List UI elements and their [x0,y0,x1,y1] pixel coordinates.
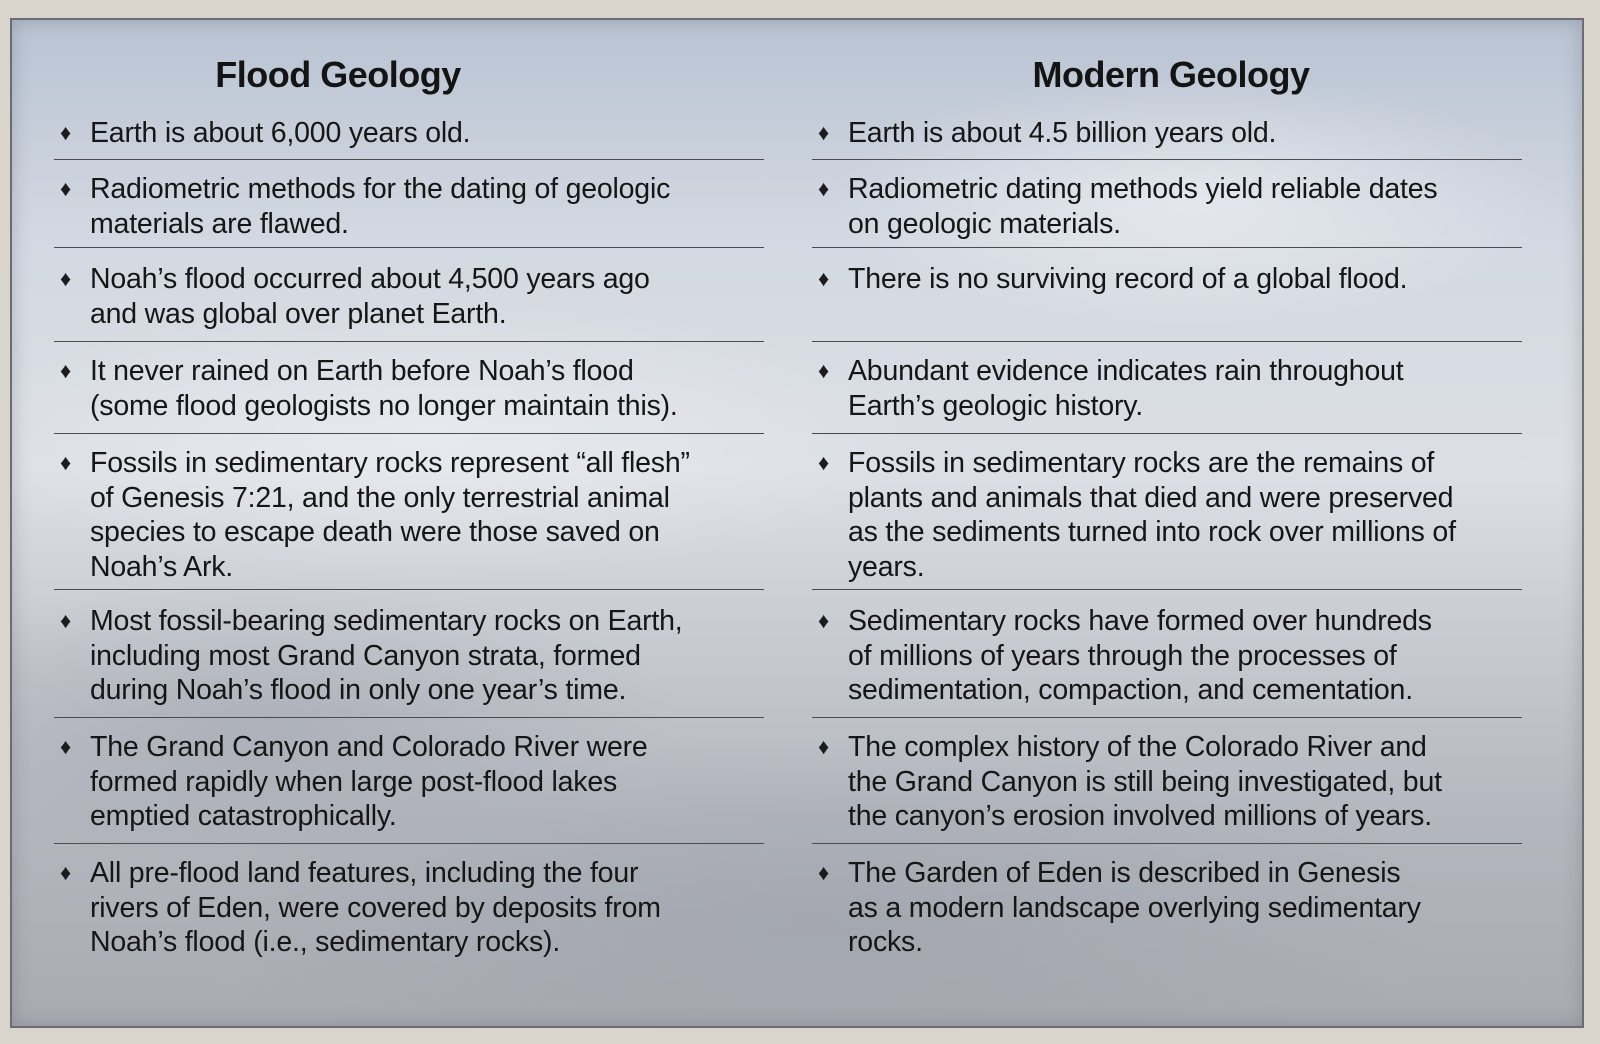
modern-item-text: There is no surviving record of a global flood. [848,263,1408,295]
diamond-bullet-icon: ♦ [818,608,830,633]
diamond-bullet-icon: ♦ [60,358,72,383]
modern-item-text: The Garden of Eden is described in Genesis as a modern landscape overlying sedimentary rocks. [848,857,1421,958]
flood-item-text: The Grand Canyon and Colorado River were formed rapidly when large post-flood lakes emptied catastrophically. [90,731,648,832]
modern-row-6 [812,590,1522,718]
flood-item-text: Most fossil-bearing sedimentary rocks on Earth, including most Grand Canyon strata, formed during Noah’s flood in only one year’s time. [90,605,683,706]
flood-item-text: Earth is about 6,000 years old. [90,117,471,149]
diamond-bullet-icon: ♦ [818,450,830,475]
modern-row-4 [812,342,1522,434]
diamond-bullet-icon: ♦ [818,120,830,145]
diamond-bullet-icon: ♦ [60,266,72,291]
diamond-bullet-icon: ♦ [60,860,72,885]
flood-row-5 [54,434,764,590]
modern-row-7 [812,718,1522,844]
modern-row-1 [812,116,1522,160]
modern-geology-heading: Modern Geology [1032,54,1310,95]
diamond-bullet-icon: ♦ [818,734,830,759]
comparison-panel [10,18,1584,1028]
flood-row-2 [54,160,764,248]
flood-item-text: All pre-flood land features, including the four rivers of Eden, were covered by deposits from Noah’s flood (i.e., sedimentary rocks). [90,857,661,958]
modern-item-text: Fossils in sedimentary rocks are the remains of plants and animals that died and were preserved as the sediments turned into rock over millions of years. [848,447,1456,583]
modern-item-text: Earth is about 4.5 billion years old. [848,117,1277,149]
modern-row-3 [812,248,1522,342]
flood-item-text: Noah’s flood occurred about 4,500 years ago and was global over planet Earth. [90,263,650,330]
flood-row-7 [54,718,764,844]
modern-row-8 [812,844,1522,974]
modern-item-text: The complex history of the Colorado River and the Grand Canyon is still being investigated, but the canyon’s erosion involved millions of years. [848,731,1442,832]
diamond-bullet-icon: ♦ [60,120,72,145]
diamond-bullet-icon: ♦ [60,176,72,201]
diamond-bullet-icon: ♦ [818,358,830,383]
diamond-bullet-icon: ♦ [60,450,72,475]
flood-row-6 [54,590,764,718]
modern-item-text: Radiometric dating methods yield reliable dates on geologic materials. [848,173,1438,240]
flood-row-1 [54,116,764,160]
modern-row-5 [812,434,1522,590]
diamond-bullet-icon: ♦ [818,176,830,201]
flood-row-3 [54,248,764,342]
flood-row-4 [54,342,764,434]
diamond-bullet-icon: ♦ [60,734,72,759]
modern-item-text: Abundant evidence indicates rain throughout Earth’s geologic history. [848,355,1404,422]
modern-row-2 [812,160,1522,248]
diamond-bullet-icon: ♦ [60,608,72,633]
diamond-bullet-icon: ♦ [818,860,830,885]
flood-item-text: It never rained on Earth before Noah’s flood (some flood geologists no longer maintain this). [90,355,678,422]
flood-row-8 [54,844,764,974]
modern-item-text: Sedimentary rocks have formed over hundreds of millions of years through the processes of sedimentation, compaction, and cementation. [848,605,1432,706]
flood-item-text: Radiometric methods for the dating of geologic materials are flawed. [90,173,671,240]
flood-geology-heading: Flood Geology [215,54,461,95]
flood-item-text: Fossils in sedimentary rocks represent “all flesh” of Genesis 7:21, and the only terrestrial animal species to escape death were those saved on Noah’s Ark. [90,447,690,583]
diamond-bullet-icon: ♦ [818,266,830,291]
